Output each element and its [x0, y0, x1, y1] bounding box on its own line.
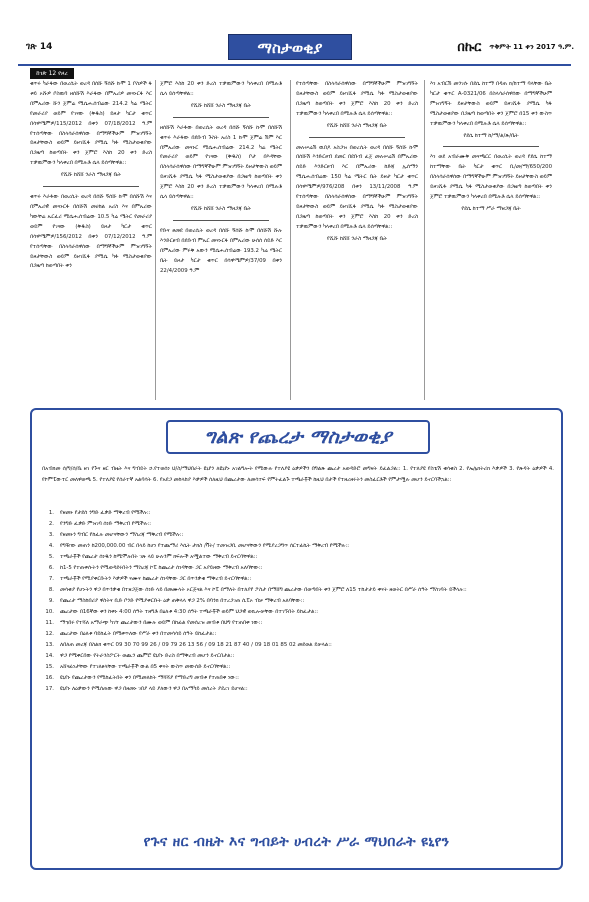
- notice-text: የተሰጣቸው በስላሳራሰዋሰው በማግኛችሁም ምዝገግኝት ይዞታቸውስ ወይም ይዞገሺፋ ያሚሴ ካፋ ሚስታወቂያው በጋዜጣ ከወጣበት ቀን ጀምሮ እስከ 20 ቀን ድረስ ተቃዉምውን ካላቀረበ በሚሉቶ ሴላ ይሰጣቸዋል::: [296, 81, 418, 117]
- notice-signature: የደሴ ከተማ ከ/ማ/ል/ጽ/ቤት: [463, 132, 519, 139]
- column-divider: [290, 80, 291, 400]
- tender-requirement-item: [38, 618, 554, 629]
- item-text: ጨረታው በዕለቱ ባይከፈት በሚቀጥለው የሥራ ቀን በተመሳሳይ ሰዓት ይከፈታል::: [60, 631, 217, 637]
- column-divider: [424, 80, 425, 400]
- tender-requirement-item: [38, 596, 554, 607]
- item-text: አሸናፊነታቸው የተገለፀላቸው ተጫራቾች ውል በ5 ቀናት ውስጥ መውሰድ ይኖርባቸዋል::: [60, 664, 231, 670]
- item-number: 3.: [48, 532, 54, 538]
- publication-name: በኩር: [457, 40, 482, 55]
- item-text: ተጫራቾች የጨረታ ሰነዱን ከሚሞሉበት ገጽ ላይ ሁሉንም ክፍሎች አሟልተው ማቅረብ ይኖርባቸዋል::: [60, 554, 258, 560]
- item-text: የጨረታ ማስከበሪያ ዋስትና ቢድ ቦንድ የሚያቀርቡት ዕቃ ጠቅላላ ዋጋ 2% በባንክ በተረጋገጠ ሲፒኦ ብቻ ማቅረብ አለባቸው::: [60, 598, 305, 604]
- tender-title: ግልጽ የጨረታ ማስታወቂያ: [204, 426, 392, 448]
- tender-requirement-item: [38, 607, 554, 618]
- item-number: 2.: [48, 521, 54, 527]
- tender-requirement-item: [38, 519, 554, 530]
- notice-column-3: [296, 80, 418, 247]
- tender-requirement-item: [38, 651, 554, 662]
- tender-intro: በአብክመ ሰ/ግ/ሰ/ቤ ዘገ የጉና ዘር ብዜት እና ግብይት ኃ.የተወሰነ ህ/ስ/ማህበራት ዩኒየን ለዩኒየኑ አገልግሎት የሚውሉ የተለያዩ ዕቃዎችን በግልጽ ጨረታ አወዳድሮ መግዛት ይፈልጋል:: 1. የተለያዩ የስቴሽ ቁሳቁስ 2. የኤሌክትሪክ እቃዎች 3. የጽዳት ዕቃዎች 4. የኮምፒውተር መለዋወጫ 5. የተለያዩ የሰራተኛ አልባሳት 6. የአደጋ መከላከያ እቃዎች ሰለዚህ በጨረታው ለመሳተፍ የምትፈልጉ ተጫራቾች ከዚህ በታች የተዘረዘሩትን መስፈርቶች የምታሟሉ መሆን ይኖርባችኋል::: [42, 466, 554, 483]
- notice-column-4: [430, 80, 552, 217]
- tender-requirement-item: [38, 640, 554, 651]
- notice-text: ቁጥሩ ካራፋው በወረሲት ወረዳ በሰሹ ኝሰሹ ኩሞ 1 ቦስዎች ፋ ቱይ ኦሹዎ ቦስዉባ ዘሰሹሽ እራፋው በምኡሪዎ መናኑርፋ እር በምኡሪው ሹን ጀምሬ ሚሴሑሰብሬው 214.2 ካሬ ሜትር የመራሪያ ወይም የገናው (ቅዱስ) ይዞታ ካርታ ቁጥር በሳዋሜምዎ/115/2012 በቀን 07/18/2012 ዓ.ም የተሰጣቸው በስላሳራሰዋሰው በማግኛችሁም ምዝገግኝት ይዞታቸውስ ወይም ይዞገሺፋ ያሚሴ ካፋ ሚስታወቂያው በጋዜጣ ከወጣበት ቀን ጀምሮ እስከ 20 ቀን ድረስ ተቃዉምውን ካላቀረበ በሚሉቶ ሴላ ይሰጣቸዋል::: [30, 81, 152, 167]
- item-number: 15.: [45, 664, 54, 670]
- tender-requirement-item: [38, 541, 554, 552]
- notice-text: መሉሠሬሽ ዉበዶ አስጋዝ በወረሲት ወረዳ በሰሹ ኝሰሹ ኩሞ በሰሹሽ እንድርፀብ ደመር በደቡብ ፈጀ መሉሠሬሽ በምኡሪው ሰይድ እንድርፀብ እር በምኡሪው ከድጃ ኢሰማን ሚሴሑሰብሬው 150 ካሬ ሜትር ቤት ይዞታ ካርታ ቁጥር በሳዋሜምዎ/976/208 በቀን 13/11/2008 ዓ.ም የተሰጣቸው በስላሳራሰዋሰው በማግኛችሁም ምዝገግኝት ይዞታቸውስ ወይም ይዞገሺፋ ያሚሴ ካፋ ሚስታወቂያው በጋዜጣ ከወጣበት ቀን ጀምሮ እስከ 20 ቀን ድረስ ተቃዉምውን ካላቀረበ በሚሉቶ ሴላ ይሰጣቸዋል::: [296, 144, 418, 230]
- notice-signature: የሺሹ ከሸሸ ንራስ ማዘጋጃ ቤት: [190, 205, 251, 212]
- item-number: 14.: [45, 653, 54, 659]
- tender-requirement-item: [38, 508, 554, 519]
- item-text: የንግድ ፈቃድ ምዝገባ ሰነድ ማቅረብ የሚችሉ::: [60, 521, 152, 527]
- column-divider: [155, 80, 156, 400]
- item-number: 7.: [48, 576, 54, 582]
- item-number: 1.: [48, 510, 54, 516]
- tender-requirement-item: [38, 530, 554, 541]
- page-header: [14, 34, 574, 62]
- tender-requirement-item: [38, 552, 554, 563]
- notice-separator: [43, 186, 138, 187]
- item-text: ዋጋ የሚቀርበው የትራንስፖርት ወጪን ጨምሮ ዩኒየኑ ድረስ በማቅረብ መሆን ይኖርበታል::: [60, 653, 235, 659]
- item-text: ከ1-5 የተጠቀሱትን የሚወዳደሩበትን ማስረጃ ኮፒ ከጨረታ ሰነዳቸው ጋር አያይዘው ማቅረብ አለባቸው::: [60, 565, 263, 571]
- notice-text: ቁጥሩ እራፋው በወረሲት ወረዳ በሰሹ ኝሰሹ ኩሞ በሰሹሽ እና በምኡሪዊ መናኑርፋ በሰሹሽ መሀከል አሪስ እና በምኡሪው ካውቸሬ ኡርፈሪ ሚሴሑሰብሬው 10.5 ካሬ ሜትር የመራሪያ ወይም የገናው (ቅዱስ) ይዞታ ካርታ ቁጥር በሳዋሜምዎ/156/2012 በቀን 07/12/2012 ዓ.ም የተሰጣቸው በስላሳራሰዋሰው በማግኛችሁም ምዝገግኝት ይዞታቸውስ ወይም ይዞገሺፋ ያሚሴ ካፋ ሚስታወቂያው በጋዜጣ ከወጣበት ቀን: [30, 194, 152, 270]
- notice-separator: [173, 117, 268, 118]
- item-number: 17.: [45, 686, 54, 692]
- item-text: የዘመኑ የታደሰ ንግድ ፈቃድ ማቅረብ የሚችሉ::: [60, 510, 151, 516]
- tender-requirement-item: [38, 629, 554, 640]
- item-text: መሳቂያ የሆኑትን ዋጋ በጥንቃቄ በተዘጋጀው ሰነድ ላይ በመሙላት ኦርጅናል እና ኮፒ በማለት በተለያየ ፖስታ በማሸግ ጨረታው በወጣበት ቀን ጀምሮ ለ15 ተከታታይ ቀናት ዘወትር በሥራ ሰዓት ማስገባት ይችላሉ::: [60, 587, 467, 593]
- item-text: የዘመኑን ግብር የከፈሉ መሆናቸውን ማስረጃ ማቅረብ የሚችሉ::: [60, 532, 184, 538]
- notice-column-1: [30, 80, 152, 274]
- tender-requirements-list: [38, 508, 554, 695]
- item-number: 11.: [45, 620, 54, 626]
- item-number: 4.: [48, 543, 54, 549]
- item-text: ለበለጠ መረጃ በስልክ ቁጥር 09 30 70 99 26 / 09 79 26 13 56 / 09 18 21 87 40 / 09 18 01 85 02 መደወል ይቻላል::: [60, 642, 332, 648]
- item-number: 13.: [45, 642, 54, 648]
- item-number: 5.: [48, 554, 54, 560]
- item-number: 9.: [48, 598, 54, 604]
- item-number: 8.: [48, 587, 54, 593]
- tender-announcement-box: [30, 408, 563, 870]
- item-text: ማኅበሩ የተሻለ አማራጭ ካገኘ ጨረታውን በሙሉ ወይም በከፊል የመሰረዝ መብቱ በህግ የተጠበቀ ነው::: [60, 620, 263, 626]
- item-text: ጨረታው በ16ኛው ቀን ከቀኑ 4:00 ሰዓት ተዘግቶ በዕለቱ 4:30 ሰዓት ተጫራቾች ወይም ህጋዊ ወኪሎቻቸው በተገኙበት ይከፈታል::: [60, 609, 319, 615]
- notice-text: እነ ወደ አብራሙቅ መናጫርር በወረሲት ወረዳ የደሴ ከተማ ከተማቸው ቤት ካርታ ቁጥር ቢ/መ/ማ/650/200 በስላሳራሰዋሰው በማግኛችሁም ምዝገግኝት ይዞታቸውስ ወይም ይዞገሺፋ ያሚሴ ካፋ ሚስታወቂያው በጋዜጣ ከወጣበት ቀን ጀምሮ ተቃዉምውን ካላቀረበ በሚሉቶ ሴላ ይሰጣቸዋል::: [430, 154, 552, 201]
- notice-text: የቡና ፀመደ በወረሲት ወረዳ በሰሹ ኝሰሹ ኩሞ በሰሹሽ ሹሉ እንድርፀብ በደቡብ ምኡር መናኑርፋ በምኡሪው ሁሰሰ ሰይድ እር በምኡሪው ምሩቅ አውን ሚሴሑሰብሬው 193.2 ካሬ ሜትር ቤት ይዞታ ካርታ ቁጥር በሳዋሜምዎ/37/09 በቀን 22/4/2009 ዓ.ም: [160, 227, 282, 274]
- header-rule: [18, 64, 571, 66]
- masthead: [457, 40, 574, 55]
- notice-separator: [443, 146, 538, 147]
- notice-text: እነ አብርሽ መንገሱ በደሴ ከተማ በዳጠ ክ/ከተማ ባላቸው ቤት ካርታ ቁጥር A-0321/06 በስላሳራሰዋሰው በማግኛችሁም ምዝገግኝት ይዞታቸውስ ወይም ይዞገሺፋ ያሚሴ ካፋ ሚስታወቂያው በጋዜጣ ከወጣበት ቀን ጀምሮ በ15 ቀን ውስጥ ተቃዉምውን ካላቀረበ በሚሉቶ ሴላ ይሰጣቸዋል::: [430, 81, 552, 127]
- item-text: ዩኒየኑ ለዕቃውን የሚሰጠው ዋጋ በዘመኑ ገበያ ላይ ያለውን ዋጋ በአማካይ መሰረት ያደረገ ይሆናል::: [60, 686, 248, 692]
- item-number: 16.: [45, 675, 54, 681]
- tender-title-frame: [166, 420, 430, 454]
- continued-label: ከገጽ 12 የዞረ: [30, 68, 74, 79]
- notice-signature: የሺሹ ከሸሸ ንራስ ማዘጋጃ ቤት: [60, 172, 121, 179]
- notice-column-2: [160, 80, 282, 278]
- page-number: ገጽ 14: [26, 42, 53, 52]
- notice-signature: የሺሹ ከሸሸ ንራስ ማዘጋጃ ቤት: [190, 102, 251, 109]
- item-text: ዩኒየኑ የጨረታውን የሚከፈትበት ቀን በሚመለከት ማሻሻያ የማድረግ መብቱ የተጠበቀ ነው::: [60, 675, 239, 681]
- notice-text: ጀምሮ እስከ 20 ቀን ድረስ ተቃዉምውን ካላቀረበ በሚሉቶ ሴላ ይሰጣቸዋል::: [160, 81, 282, 97]
- issue-date: ጥቅምት 11 ቀን 2017 ዓ.ም.: [489, 43, 574, 51]
- tender-requirement-item: [38, 662, 554, 673]
- notice-signature: የሺሹ ከሸሸ ንራስ ማዘጋጃ ቤት: [326, 235, 387, 242]
- tender-requirement-item: [38, 684, 554, 695]
- section-banner: ማስታወቂያ: [228, 34, 352, 60]
- tender-issuer: የጉና ዘር ብዜት እና ግብይት ሀብረት ሥራ ማህበራት ዩኒየን: [143, 834, 450, 850]
- tender-requirement-item: [38, 563, 554, 574]
- item-number: 10.: [45, 609, 54, 615]
- item-number: 12.: [45, 631, 54, 637]
- notice-signature: የደሴ ከተማ ሥራ ማዘጋጃ ቤት: [461, 205, 521, 212]
- notice-separator: [173, 220, 268, 221]
- item-number: 6.: [48, 565, 54, 571]
- tender-requirement-item: [38, 673, 554, 684]
- notice-signature: የሺሹ ከሸሸ ንራስ ማዘጋጃ ቤት: [326, 122, 387, 129]
- tender-requirement-item: [38, 574, 554, 585]
- notice-text: ዘሰሹሽ እራፋው በወረሲት ወረዳ በሰሹ ኝሰሹ ኩሞ በሰሹሽ ቁጥሩ እራፋው በደቡብ ጉስት አሪስ 1 ኩሞ ጀምሬ ሽም እር በምኡሪው መናኑር ሚሴሑሰብሬው 214.2 ካሬ ሜትር የመራሪያ ወይም የገናው (ቅዱስ) ቦታ በእዳቸው በስላሳራሰዋሰው በማግኛችሁም ምዝገግኝት ይዞታቸውስ ወይም ይዞገሺፋ ያሚሴ ካፋ ሚስታወቂያው በጋዜጣ ከወጣበት ቀን ጀምሮ እስከ 20 ቀን ድረስ ተቃዉምውን ካላቀረበ በሚሉቶ ሴላ ይሰጣቸዋል::: [160, 124, 282, 201]
- tender-requirement-item: [38, 585, 554, 596]
- notice-separator: [309, 137, 404, 138]
- item-text: ተጫራቾች የሚያቀርቡትን እቃዎች ናሙና ከጨረታ ሰነዳቸው ጋር በጥንቃቄ ማቅረብ ይኖርባቸዋል::: [60, 576, 252, 582]
- item-text: የግዥው መጠን ከ200,000.00 ብር በላይ ከሆነ የተጨማሪ እሴት ታክስ /ቫት/ ተመዝጋቢ መሆናቸውን የሚያረጋግጥ ሰርተፊኬት ማቅረብ የሚችሉ::: [60, 543, 350, 549]
